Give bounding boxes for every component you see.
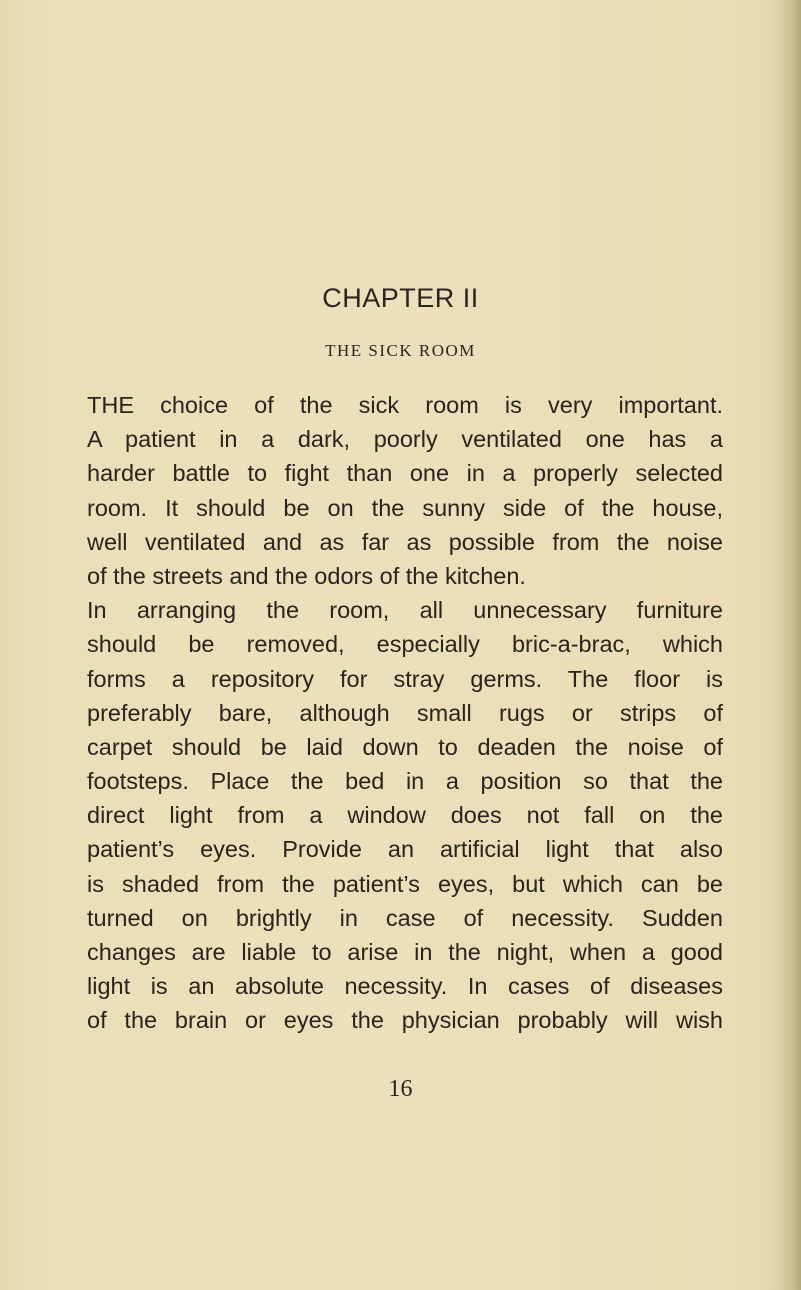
- text-line: turned on brightly in case of necessity. Sudden: [87, 904, 723, 931]
- chapter-subtitle: THE SICK ROOM: [325, 341, 476, 360]
- chapter-title: CHAPTER II: [322, 283, 479, 313]
- text-line: changes are liable to arise in the night, when a good: [87, 939, 723, 965]
- page-number: 16: [388, 1076, 413, 1102]
- text-line: preferably bare, although small rugs or strips of: [87, 699, 723, 726]
- text-line: carpet should be laid down to deaden the noise of: [87, 733, 723, 760]
- text-line: room. It should be on the sunny side of the house,: [87, 494, 723, 521]
- text-line: footsteps. Place the bed in a position so that the: [87, 768, 723, 795]
- text-line: patient’s eyes. Provide an artificial light that also: [87, 836, 723, 863]
- text-line: In arranging the room, all unnecessary furniture: [87, 597, 723, 624]
- text-line: of the brain or eyes the physician probably will wish: [87, 1007, 723, 1034]
- text-line: forms a repository for stray germs. The floor is: [87, 665, 723, 692]
- body-text: [87, 388, 723, 1038]
- text-line: harder battle to fight than one in a properly selected: [87, 460, 723, 487]
- text-line: is shaded from the patient’s eyes, but which can be: [87, 870, 723, 897]
- text-line: A patient in a dark, poorly ventilated one has a: [87, 426, 723, 453]
- text-line: should be removed, especially bric-a-brac, which: [87, 631, 723, 658]
- text-line: direct light from a window does not fall on the: [87, 802, 723, 829]
- text-line: well ventilated and as far as possible from the noise: [87, 528, 723, 555]
- text-line: THE choice of the sick room is very important.: [87, 392, 723, 418]
- text-line: of the streets and the odors of the kitchen.: [87, 562, 526, 589]
- text-line: light is an absolute necessity. In cases of diseases: [87, 973, 723, 1000]
